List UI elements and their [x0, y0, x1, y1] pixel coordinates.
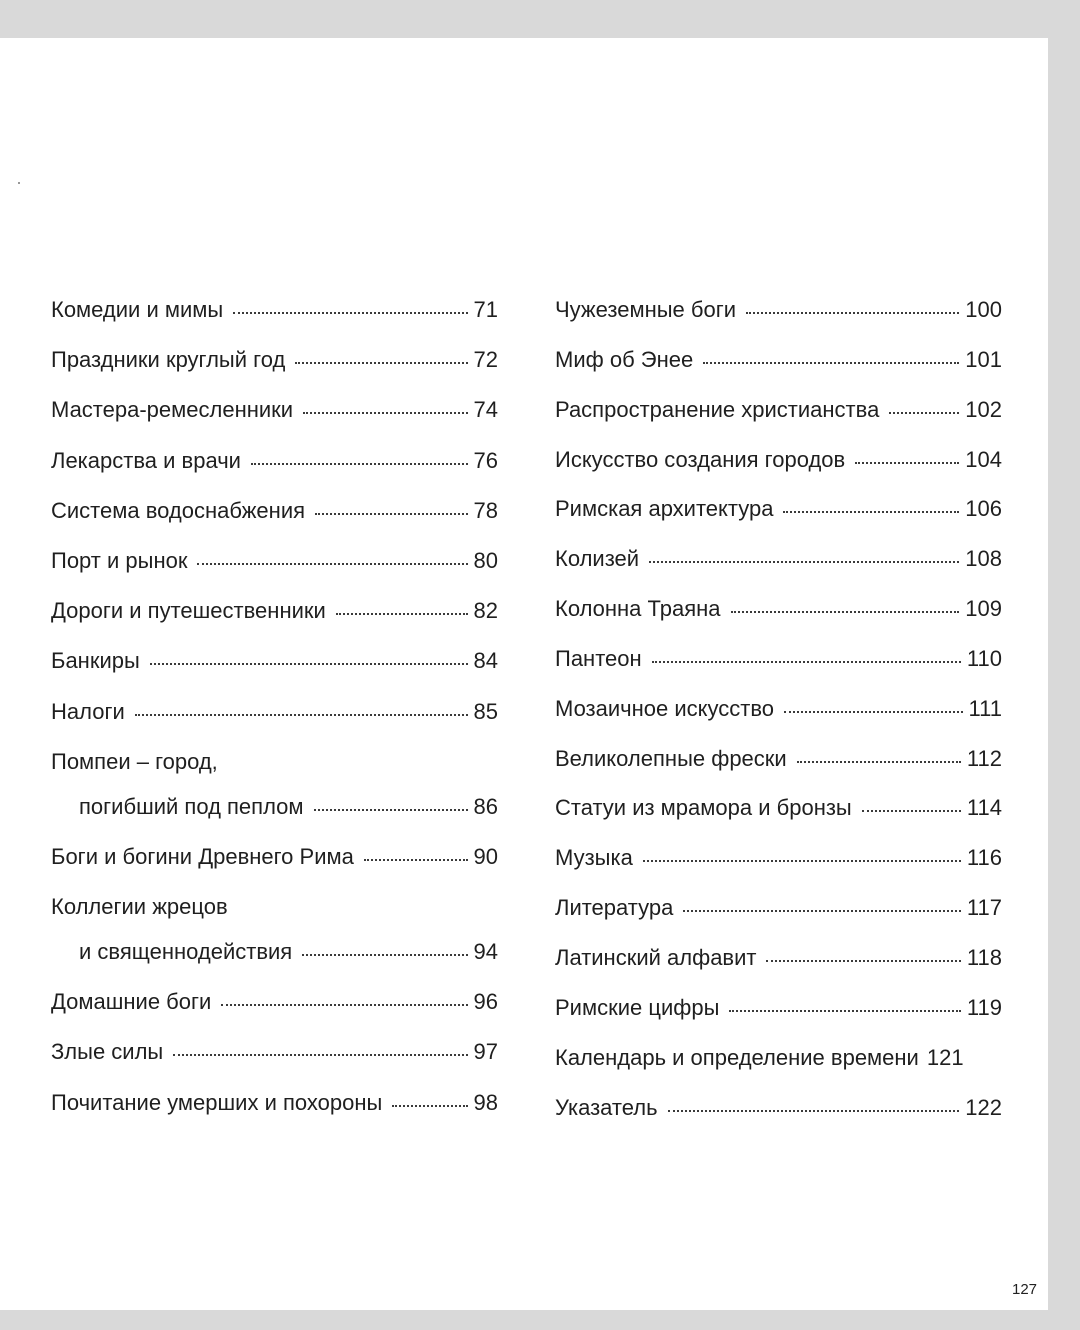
toc-column-right	[555, 299, 1002, 1146]
dot-leader	[797, 761, 961, 763]
toc-entry-title: Праздники круглый год	[51, 347, 286, 373]
toc-entry[interactable]	[555, 645, 1002, 698]
toc-entry-page: 97	[473, 1039, 498, 1065]
toc-entry[interactable]	[51, 547, 498, 600]
toc-entry-page: 116	[966, 845, 1002, 871]
toc-entry-page: 85	[473, 698, 498, 724]
dot-leader	[336, 613, 468, 615]
toc-entry-title: Мастера-ремесленники	[51, 397, 294, 423]
toc-entry-title: Римская архитектура	[555, 496, 774, 522]
dot-leader	[889, 412, 959, 414]
page-number: 127	[1012, 1281, 1038, 1298]
toc-entry-page: 72	[473, 347, 498, 373]
toc-entry-page: 100	[965, 297, 1002, 322]
toc-entry[interactable]	[555, 598, 1002, 648]
toc-entry-title: Боги и богини Древнего Рима	[51, 843, 354, 869]
toc-entry[interactable]	[51, 650, 498, 700]
toc-entry-first-line[interactable]	[51, 748, 498, 796]
toc-entry[interactable]	[555, 299, 1002, 349]
toc-entry-title: Распространение христианства	[555, 396, 880, 422]
dot-leader	[652, 661, 961, 663]
toc-entry[interactable]	[555, 695, 1002, 748]
toc-entry-page: 94	[473, 939, 498, 965]
toc-entry[interactable]	[51, 843, 498, 896]
dot-leader	[150, 663, 468, 665]
toc-entry-first-line[interactable]	[51, 896, 498, 941]
toc-entry-title: Великолепные фрески	[555, 745, 787, 771]
toc-entry-title: Чужеземные боги	[555, 297, 737, 322]
dot-leader	[731, 611, 960, 613]
dot-leader	[251, 463, 468, 465]
toc-entry-page: 104	[965, 446, 1002, 472]
toc-entry[interactable]	[51, 991, 498, 1041]
toc-entry[interactable]	[51, 497, 498, 550]
toc-entry-title: Лекарства и врачи	[51, 447, 241, 473]
toc-entry-title: Римские цифры	[555, 994, 720, 1020]
toc-entry-title: Латинский алфавит	[555, 944, 757, 970]
toc-entry[interactable]	[51, 447, 498, 500]
dot-leader	[173, 1054, 467, 1056]
toc-column-left	[51, 299, 498, 1142]
toc-entry-title: Злые силы	[51, 1039, 164, 1065]
toc-entry[interactable]	[51, 600, 498, 650]
toc-entry-page: 112	[966, 745, 1002, 771]
toc-entry-page: 111	[968, 695, 1002, 721]
toc-entry-title: Колонна Траяна	[555, 596, 721, 622]
toc-entry-title: Домашние боги	[51, 989, 212, 1015]
toc-entry-page: 101	[965, 346, 1002, 372]
toc-entry-continuation[interactable]	[51, 793, 498, 846]
toc-entry[interactable]	[51, 399, 498, 449]
toc-entry-page: 119	[966, 994, 1002, 1020]
toc-entry-title: Искусство создания городов	[555, 446, 846, 472]
dot-leader	[303, 412, 467, 414]
dot-leader	[862, 810, 961, 812]
toc-entry[interactable]	[555, 897, 1002, 947]
toc-entry-page: 82	[473, 598, 498, 624]
toc-entry-title: Статуи из мрамора и бронзы	[555, 795, 852, 821]
toc-entry-page: 71	[473, 297, 498, 322]
dot-leader	[135, 714, 468, 716]
toc-entry-title: Почитание умерших и похороны	[51, 1089, 383, 1115]
dot-leader	[683, 910, 961, 912]
toc-entry[interactable]	[555, 994, 1002, 1047]
toc-entry-continuation[interactable]	[51, 941, 498, 991]
toc-entry[interactable]	[555, 1094, 1002, 1147]
toc-entry-page: 110	[966, 645, 1002, 671]
toc-entry-page: 90	[473, 843, 498, 869]
toc-entry-title: Порт и рынок	[51, 547, 188, 573]
toc-entry-page: 76	[473, 447, 498, 473]
toc-entry-page: 109	[965, 596, 1002, 622]
dot-leader	[668, 1110, 960, 1112]
toc-entry[interactable]	[555, 346, 1002, 399]
toc-entry-title: Литература	[555, 895, 674, 921]
dot-leader	[295, 362, 467, 364]
dot-leader	[703, 362, 959, 364]
toc-entry-page: 80	[473, 547, 498, 573]
dot-leader	[729, 1010, 961, 1012]
toc-entry[interactable]	[51, 698, 498, 751]
toc-entry[interactable]	[555, 797, 1002, 847]
toc-entry-page: 114	[966, 795, 1002, 821]
toc-entry[interactable]	[555, 944, 1002, 997]
toc-entry-page: 106	[965, 496, 1002, 522]
toc-entry-page: 108	[965, 546, 1002, 572]
toc-entry-title: погибший под пеплом	[79, 793, 304, 819]
toc-entry-title: Система водоснабжения	[51, 497, 306, 523]
dot-leader	[784, 711, 963, 713]
dot-leader	[364, 859, 468, 861]
dot-leader	[315, 513, 467, 515]
toc-entry[interactable]	[51, 349, 498, 399]
toc-entry-title: Налоги	[51, 698, 125, 724]
dot-leader	[783, 511, 959, 513]
toc-entry-page: 118	[966, 944, 1002, 970]
toc-entry[interactable]	[51, 1089, 498, 1142]
toc-entry-title: Указатель	[555, 1094, 658, 1120]
toc-entry-page: 74	[473, 397, 498, 423]
toc-entry-title: Колизей	[555, 546, 640, 572]
toc-entry[interactable]	[555, 548, 1002, 598]
dot-leader	[197, 563, 467, 565]
dot-leader	[746, 312, 959, 314]
toc-entry-page: 78	[473, 497, 498, 523]
toc-entry-page: 122	[965, 1094, 1002, 1120]
toc-entry-page: 117	[966, 895, 1002, 921]
dot-leader	[766, 960, 960, 962]
toc-entry[interactable]	[555, 446, 1002, 499]
toc-entry-page: 98	[473, 1089, 498, 1115]
toc-entry[interactable]	[555, 847, 1002, 897]
toc-entry-title: Дороги и путешественники	[51, 598, 326, 624]
toc-entry-title: Миф об Энее	[555, 346, 694, 372]
toc-entry-page: 121	[926, 1044, 964, 1070]
dot-leader	[302, 954, 467, 956]
toc-entry[interactable]	[555, 745, 1002, 798]
toc-entry-title: Мозаичное искусство	[555, 695, 775, 721]
toc-entry-page: 102	[965, 396, 1002, 422]
dot-leader	[314, 809, 468, 811]
toc-entry-title: Помпеи – город,	[51, 748, 218, 774]
toc-entry-page: 84	[473, 648, 498, 674]
toc-entry-page: 86	[473, 793, 498, 819]
dot-leader	[643, 860, 961, 862]
dot-leader	[392, 1105, 467, 1107]
toc-entry-title: и священнодействия	[79, 939, 293, 965]
toc-entry[interactable]	[555, 396, 1002, 449]
toc-entry-title: Музыка	[555, 845, 633, 871]
dot-leader	[221, 1004, 467, 1006]
dot-leader	[233, 312, 467, 314]
toc-entry[interactable]	[555, 1044, 1002, 1097]
toc-entry-title: Пантеон	[555, 645, 642, 671]
toc-entry[interactable]	[51, 299, 498, 349]
book-page	[0, 38, 1048, 1310]
dot-leader	[855, 462, 959, 464]
dot-leader	[649, 561, 959, 563]
toc-entry[interactable]	[555, 498, 1002, 548]
toc-entry-title: Банкиры	[51, 648, 140, 674]
scan-speck	[18, 182, 20, 184]
toc-entry[interactable]	[51, 1041, 498, 1091]
toc-entry-title: Календарь и определение времени	[555, 1044, 919, 1070]
toc-entry-title: Комедии и мимы	[51, 297, 224, 322]
toc-entry-page: 96	[473, 989, 498, 1015]
toc-entry-title: Коллегии жрецов	[51, 894, 228, 920]
